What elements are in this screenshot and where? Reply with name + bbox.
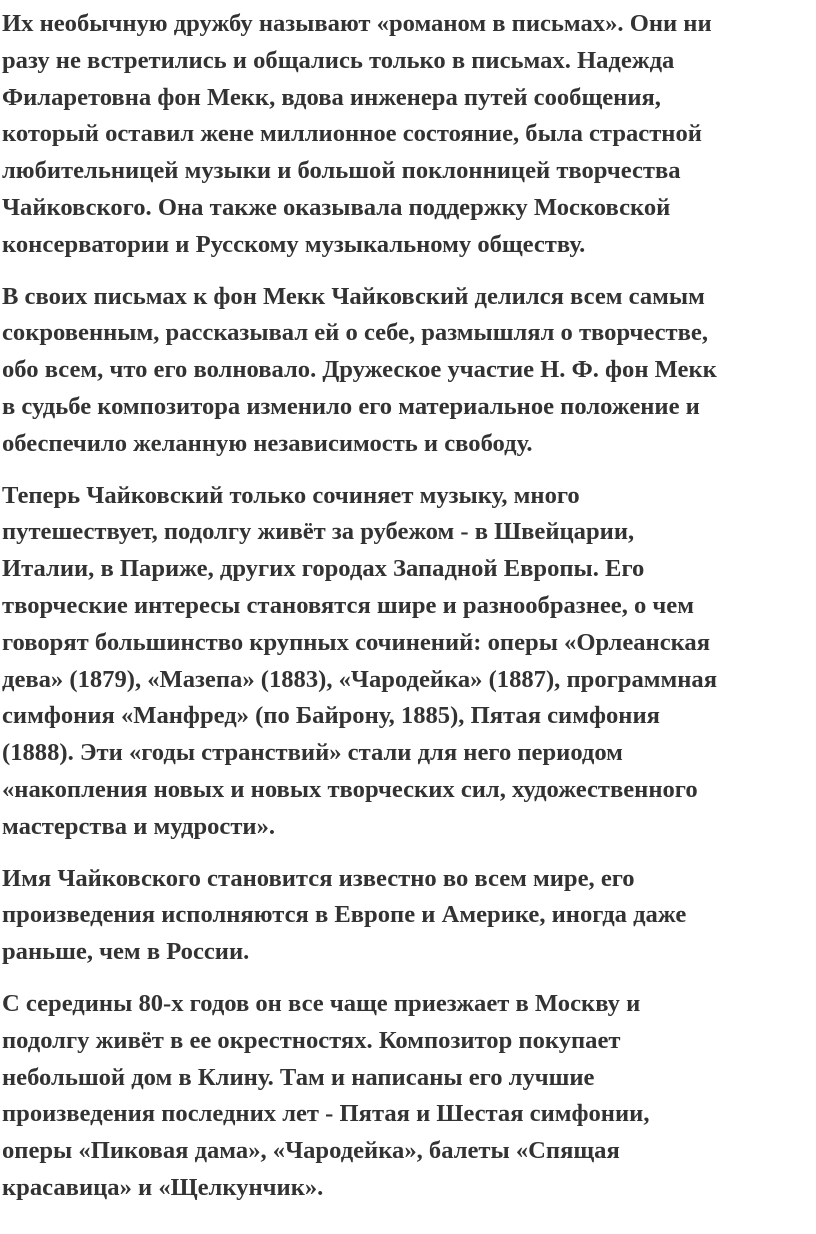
text-line: сокровенным, рассказывал ей о себе, размышлял о творчестве, xyxy=(2,319,708,347)
text-line: раньше, чем в России. xyxy=(2,938,250,966)
text-line: подолгу живёт в ее окрестностях. Композитор покупает xyxy=(2,1026,621,1054)
text-line: (1888). Эти «годы странствий» стали для него периодом xyxy=(2,739,623,767)
text-line: красавица» и «Щелкунчик». xyxy=(2,1173,324,1201)
text-line: обо всем, что его волновало. Дружеское участие Н. Ф. фон Мекк xyxy=(2,356,717,384)
text-line: Чайковского. Она также оказывала поддержку Московской xyxy=(2,193,671,221)
paragraph-letters xyxy=(2,279,810,463)
paragraph-fame xyxy=(2,861,810,971)
text-line: В своих письмах к фон Мекк Чайковский делился всем самым xyxy=(2,282,705,310)
text-line: Теперь Чайковский только сочиняет музыку, много xyxy=(2,481,580,509)
text-line: дева» (1879), «Мазепа» (1883), «Чародейка» (1887), программная xyxy=(2,665,718,693)
text-line: «накопления новых и новых творческих сил, художественного xyxy=(2,775,698,803)
text-line: в судьбе композитора изменило его материальное положение и xyxy=(2,392,700,420)
text-line: Италии, в Париже, других городах Западной Европы. Его xyxy=(2,555,645,583)
text-line: произведения последних лет - Пятая и Шестая симфонии, xyxy=(2,1100,650,1128)
text-line: небольшой дом в Клину. Там и написаны его лучшие xyxy=(2,1063,595,1091)
text-line: консерватории и Русскому музыкальному обществу. xyxy=(2,230,586,258)
text-line: разу не встретились и общались только в письмах. Надежда xyxy=(2,46,675,74)
text-line: симфония «Манфред» (по Байрону, 1885), Пятая симфония xyxy=(2,702,660,730)
text-line: Имя Чайковского становится известно во всем мире, его xyxy=(2,864,635,892)
text-line: Филаретовна фон Мекк, вдова инженера путей сообщения, xyxy=(2,83,661,111)
paragraph-travels xyxy=(2,478,810,846)
text-line: обеспечило желанную независимость и свободу. xyxy=(2,429,533,457)
text-line: любительницей музыки и большой поклонницей творчества xyxy=(2,157,681,185)
paragraph-klin xyxy=(2,986,810,1207)
text-line: Их необычную дружбу называют «романом в письмах». Они ни xyxy=(2,10,712,37)
text-line: произведения исполняются в Европе и Америке, иногда даже xyxy=(2,901,687,929)
text-line: который оставил жене миллионное состояние, была страстной xyxy=(2,120,702,148)
text-line: творческие интересы становятся шире и разнообразнее, о чем xyxy=(2,591,694,619)
text-line: путешествует, подолгу живёт за рубежом - в Швейцарии, xyxy=(2,518,635,546)
text-line: говорят большинство крупных сочинений: оперы «Орлеанская xyxy=(2,628,711,656)
text-line: С середины 80-х годов он все чаще приезжает в Москву и xyxy=(2,989,641,1017)
paragraph-friendship xyxy=(2,6,810,264)
text-line: мастерства и мудрости». xyxy=(2,812,276,840)
text-line: оперы «Пиковая дама», «Чародейка», балеты «Спящая xyxy=(2,1137,620,1165)
